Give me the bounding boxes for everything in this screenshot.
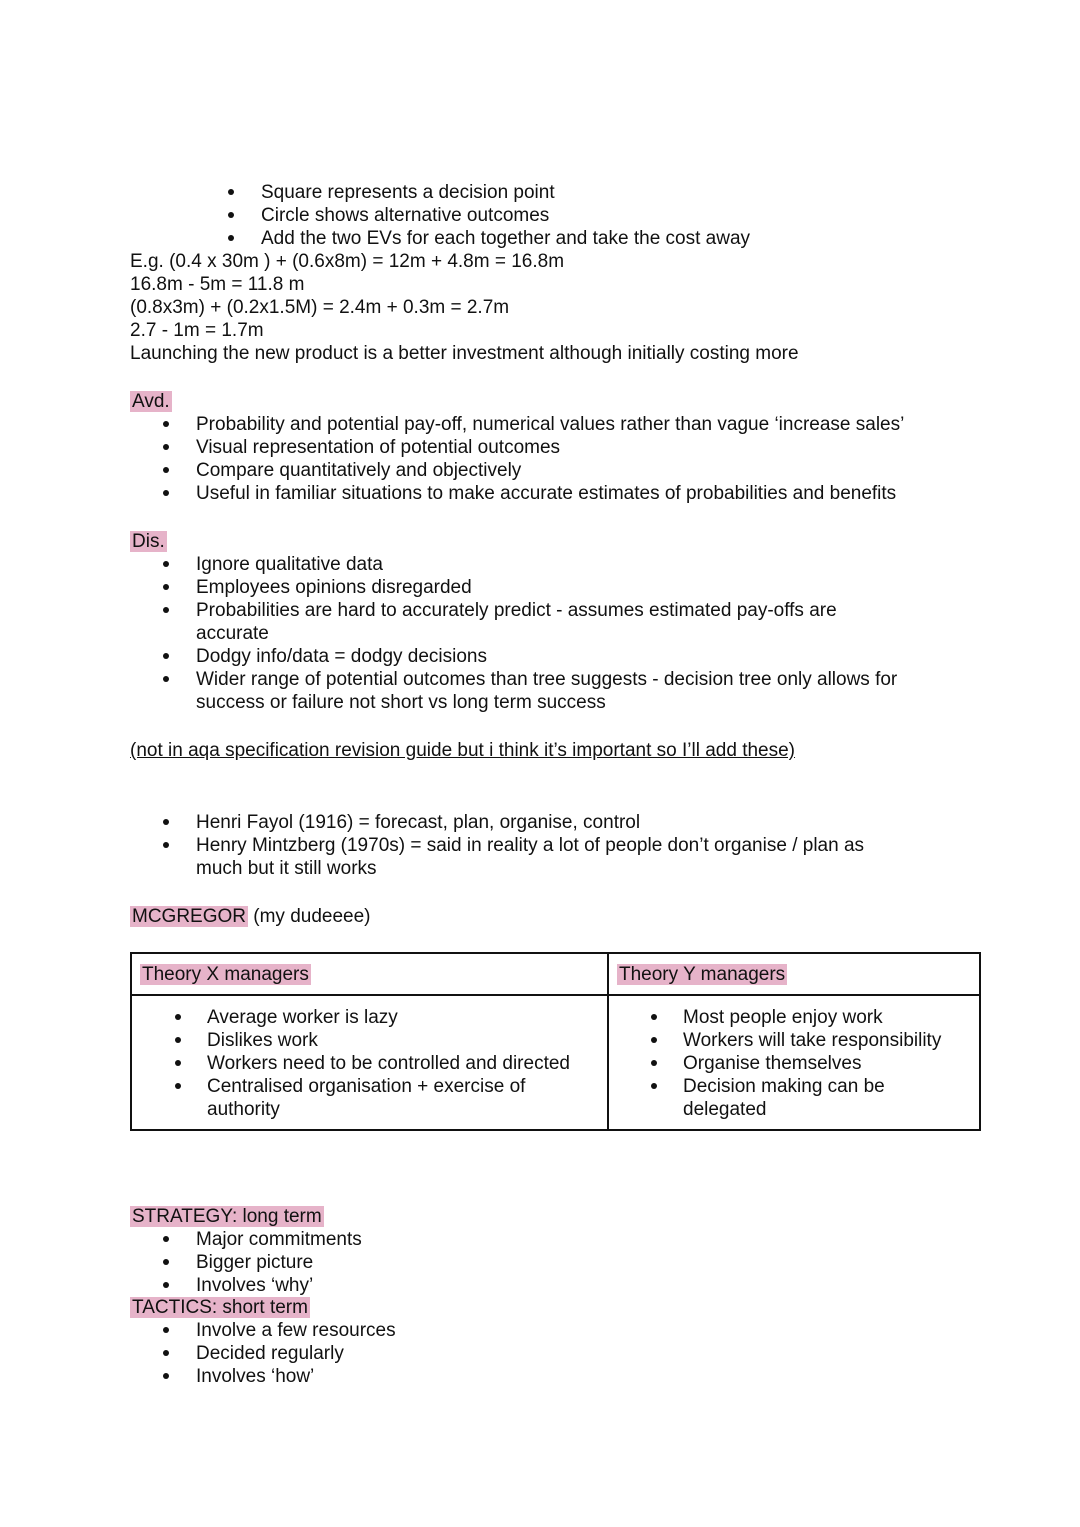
theory-table bbox=[130, 952, 981, 1131]
bullet-icon bbox=[163, 561, 169, 567]
bullet-icon bbox=[163, 1236, 169, 1242]
bullet-icon bbox=[163, 676, 169, 682]
bullet-icon bbox=[651, 1014, 657, 1020]
theory-y-header bbox=[608, 953, 980, 995]
theory-x-header bbox=[131, 953, 608, 995]
bullet-icon bbox=[163, 444, 169, 450]
bullet-icon bbox=[163, 1259, 169, 1265]
bullet-icon bbox=[651, 1037, 657, 1043]
bullet-icon bbox=[163, 842, 169, 848]
strategy-heading: STRATEGY: long term bbox=[132, 1206, 322, 1227]
mcgregor-heading: MCGREGOR bbox=[132, 906, 246, 927]
calc-line: 16.8m - 5m = 11.8 m bbox=[130, 274, 305, 295]
bullet-icon bbox=[163, 607, 169, 613]
disadvantages-heading: Dis. bbox=[132, 531, 165, 552]
bullet-icon bbox=[228, 212, 234, 218]
theory-x-cell: Average worker is lazy Dislikes work Workers need to be controlled and directed Centralised organisation + exercise of authority bbox=[131, 995, 608, 1130]
bullet-icon bbox=[175, 1037, 181, 1043]
calc-line: (0.8x3m) + (0.2x1.5M) = 2.4m + 0.3m = 2.7m bbox=[130, 297, 510, 318]
tactics-heading: TACTICS: short term bbox=[132, 1297, 308, 1318]
bullet-icon bbox=[163, 1282, 169, 1288]
note-text: (not in aqa specification revision guide but i think it’s important so I’ll add these) bbox=[130, 740, 796, 761]
bullet-icon bbox=[163, 1373, 169, 1379]
bullet-icon bbox=[175, 1083, 181, 1089]
bullet-icon bbox=[175, 1060, 181, 1066]
bullet-icon bbox=[175, 1014, 181, 1020]
bullet-icon bbox=[163, 1350, 169, 1356]
advantages-heading: Avd. bbox=[132, 391, 170, 412]
bullet-icon bbox=[228, 189, 234, 195]
bullet-icon bbox=[228, 235, 234, 241]
mcgregor-heading-line bbox=[130, 905, 371, 928]
mcgregor-comment: (my dudeeee) bbox=[253, 906, 371, 927]
bullet-icon bbox=[163, 584, 169, 590]
bullet-icon bbox=[651, 1083, 657, 1089]
calc-line: 2.7 - 1m = 1.7m bbox=[130, 320, 264, 341]
theory-y-title: Theory Y managers bbox=[619, 964, 786, 985]
bullet-icon bbox=[163, 1327, 169, 1333]
theory-y-cell: Most people enjoy work Workers will take responsibility Organise themselves Decision making can be delegated bbox=[608, 995, 980, 1130]
bullet-icon bbox=[163, 421, 169, 427]
calc-line: E.g. (0.4 x 30m ) + (0.6x8m) = 12m + 4.8m = 16.8m bbox=[130, 251, 565, 272]
bullet-icon bbox=[163, 819, 169, 825]
bullet-icon bbox=[163, 653, 169, 659]
conclusion-line: Launching the new product is a better investment although initially costing more bbox=[130, 343, 799, 364]
theory-x-title: Theory X managers bbox=[142, 964, 309, 985]
bullet-icon bbox=[163, 490, 169, 496]
bullet-icon bbox=[651, 1060, 657, 1066]
bullet-icon bbox=[163, 467, 169, 473]
